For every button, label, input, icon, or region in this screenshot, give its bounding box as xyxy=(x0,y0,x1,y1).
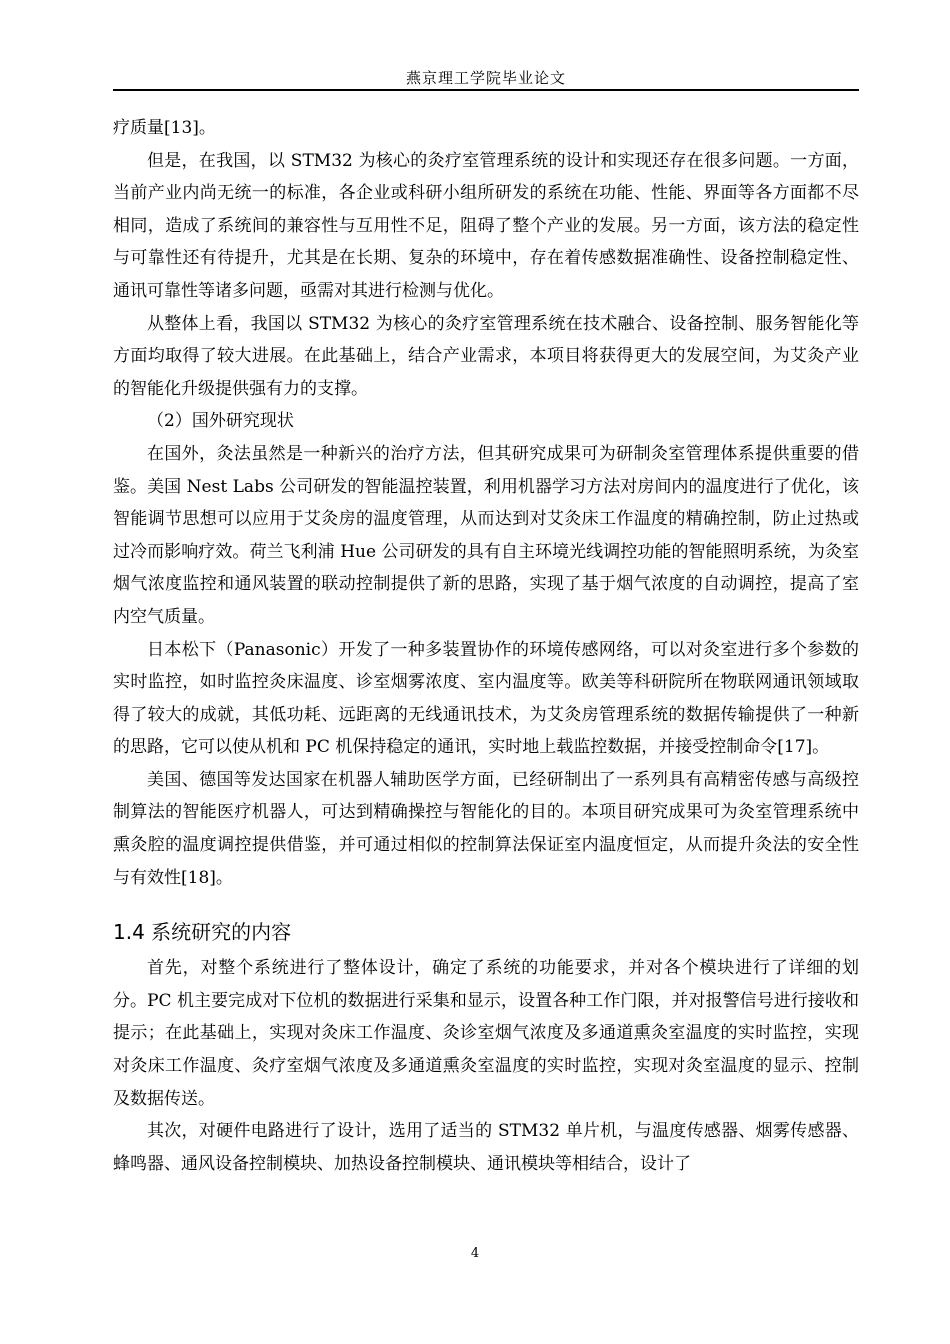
subsection-heading: （2）国外研究现状 xyxy=(147,411,294,432)
page-body xyxy=(113,112,859,1180)
paragraph: 疗质量[13]。 xyxy=(113,118,216,138)
paragraph: 从整体上看，我国以 STM32 为核心的灸疗室管理系统在技术融合、设备控制、服务智能化等方面均取得了较大进展。在此基础上，结合产业需求，本项目将获得更大的发展空间，为艾灸产业的智能化升级提供强有力的支撑。 xyxy=(113,313,859,399)
running-header: 燕京理工学院毕业论文 xyxy=(405,69,566,87)
paragraph: 其次，对硬件电路进行了设计，选用了适当的 STM32 单片机，与温度传感器、烟雾传感器、蜂鸣器、通风设备控制模块、加热设备控制模块、通讯模块等相结合，设计了 xyxy=(113,1121,859,1174)
section-heading: 1.4 系统研究的内容 xyxy=(113,920,292,945)
page-number: 4 xyxy=(470,1246,480,1261)
paragraph: 日本松下（Panasonic）开发了一种多装置协作的环境传感网络，可以对灸室进行多个参数的实时监控，如时监控灸床温度、诊室烟雾浓度、室内温度等。欧美等科研院所在物联网通讯领域取得了较大的成就，其低功耗、远距离的无线通讯技术，为艾灸房管理系统的数据传输提供了一种新的思路，它可以使从机和 PC 机保持稳定的通讯，实时地上载监控数据，并接受控制命令[17]。 xyxy=(113,639,859,758)
paragraph: 在国外，灸法虽然是一种新兴的治疗方法，但其研究成果可为研制灸室管理体系提供重要的借鉴。美国 Nest Labs 公司研发的智能温控装置，利用机器学习方法对房间内的温度进行了优化，该智能调节思想可以应用于艾灸房的温度管理，从而达到对艾灸床工作温度的精确控制，防止过热或过冷而影响疗效。荷兰飞利浦 Hue 公司研发的具有自主环境光线调控功能的智能照明系统，为灸室烟气浓度监控和通风装置的联动控制提供了新的思路，实现了基于烟气浓度的自动调控，提高了室内空气质量。 xyxy=(113,443,859,627)
paragraph: 美国、德国等发达国家在机器人辅助医学方面，已经研制出了一系列具有高精密传感与高级控制算法的智能医疗机器人，可达到精确操控与智能化的目的。本项目研究成果可为灸室管理系统中熏灸腔的温度调控提供借鉴，并可通过相似的控制算法保证室内温度恒定，从而提升灸法的安全性与有效性[18]。 xyxy=(113,769,859,888)
header-rule xyxy=(113,89,859,91)
paragraph: 首先，对整个系统进行了整体设计，确定了系统的功能要求，并对各个模块进行了详细的划分。PC 机主要完成对下位机的数据进行采集和显示，设置各种工作门限，并对报警信号进行接收和提示；在此基础上，实现对灸床工作温度、灸诊室烟气浓度及多通道熏灸室温度的实时监控，实现对灸床工作温度、灸疗室烟气浓度及多通道熏灸室温度的实时监控，实现对灸室温度的显示、控制及数据传送。 xyxy=(113,958,859,1109)
paragraph: 但是，在我国，以 STM32 为核心的灸疗室管理系统的设计和实现还存在很多问题。一方面，当前产业内尚无统一的标准，各企业或科研小组所研发的系统在功能、性能、界面等各方面都不尽相同，造成了系统间的兼容性与互用性不足，阻碍了整个产业的发展。另一方面，该方法的稳定性与可靠性还有待提升，尤其是在长期、复杂的环境中，存在着传感数据准确性、设备控制稳定性、通讯可靠性等诸多问题，亟需对其进行检测与优化。 xyxy=(113,150,859,301)
